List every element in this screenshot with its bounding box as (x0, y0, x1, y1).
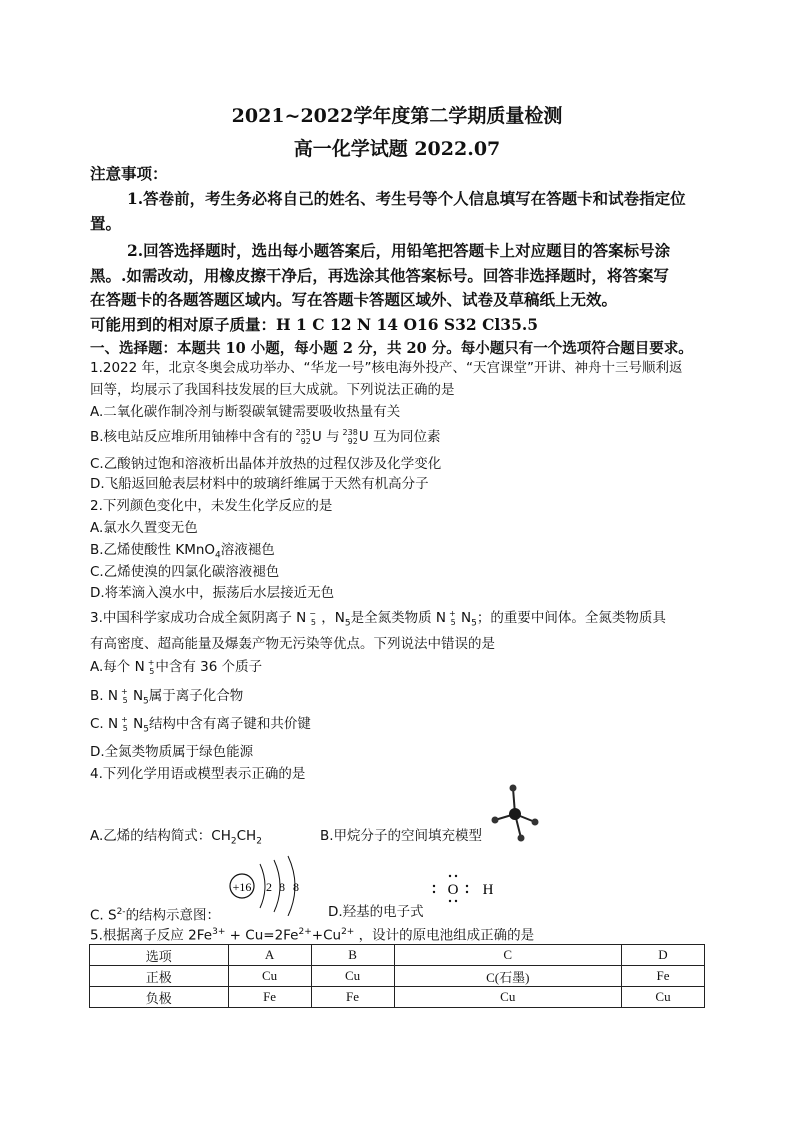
hydroxyl-electron-formula (424, 868, 504, 908)
q5-stem: 5.根据离子反应 $2Fe^{3+} + Cu=2Fe^{2+}+Cu^{2+}$ ，设计的原电池组成正确的是 (90, 927, 535, 944)
q3-option-a: A.每个 N + 5中含有 36 个质子 (90, 658, 263, 676)
table-row (90, 987, 705, 1008)
sulfide-ion-structure-diagram (222, 852, 322, 916)
q1-stem-line2: 回等，均展示了我国科技发展的巨大成就。下列说法正确的是 (90, 382, 455, 398)
table-header-cell: D (621, 945, 704, 966)
q3-stem-line2: 有高密度、超高能量及爆轰产物无污染等优点。下列说法中错误的是 (90, 636, 495, 652)
q2-option-b: B.乙烯使酸性 KMnO$_4$溶液褪色 (90, 542, 275, 561)
hydrogen-symbol: H (482, 882, 494, 898)
table-cell: Cu (621, 987, 704, 1008)
table-row (90, 966, 705, 987)
q4-option-b: B.甲烷分子的空间填充模型 (320, 828, 483, 844)
note-2-line2: 黑。.如需改动，用橡皮擦干净后，再选涂其他答案标号。回答非选择题时，将答案写 (90, 266, 669, 285)
carbon-atom (509, 808, 521, 820)
table-header-cell: A (228, 945, 311, 966)
note-1-line2: 置。 (90, 214, 122, 233)
q3-option-c: C. N + 5 $N_5$结构中含有离子键和共价键 (90, 715, 311, 735)
table-header-cell: 选项 (90, 945, 229, 966)
q4-stem: 4.下列化学用语或模型表示正确的是 (90, 766, 306, 782)
q2-stem: 2.下列颜色变化中，未发生化学反应的是 (90, 498, 333, 514)
table-cell: Fe (621, 966, 704, 987)
table-header-cell: B (311, 945, 394, 966)
note-1-line1: 1.答卷前，考生务必将自己的姓名、考生号等个人信息填写在答题卡和试卷指定位 (127, 189, 686, 208)
exam-subtitle: 高一化学试题 2022.07 (293, 138, 501, 160)
table-cell: 负极 (90, 987, 229, 1008)
table-cell: Cu (394, 987, 621, 1008)
hydrogen-atom (510, 785, 517, 792)
q4-option-d: D.羟基的电子式 (328, 904, 424, 920)
q1-option-a: A.二氧化碳作制冷剂与断裂碳氧键需要吸收热量有关 (90, 404, 401, 420)
q4-option-c: C. $S^{2-}$的结构示意图： (90, 907, 221, 924)
hydrogen-atom (492, 817, 499, 824)
section-1-heading: 一、选择题：本题共 10 小题，每小题 2 分，共 20 分。每小题只有一个选项符合题目要求。 (90, 340, 693, 357)
isotope-238: 238 92 (342, 428, 358, 446)
q1-option-b: B.核电站反应堆所用铀棒中含有的 235 92U 与 238 92U 互为同位素 (90, 428, 441, 446)
note-2-line3: 在答题卡的各题答题区域内。写在答题卡答题区域外、试卷及草稿纸上无效。 (90, 290, 618, 309)
q4-option-a: A.乙烯的结构简式：$CH_2CH_2$ (90, 828, 262, 847)
table-cell: C(石墨) (394, 966, 621, 987)
atomic-masses: 可能用到的相对原子质量：H 1 C 12 N 14 O16 S32 Cl35.5 (90, 315, 539, 334)
q1-option-d: D.飞船返回舱表层材料中的玻璃纤维属于天然有机高分子 (90, 476, 429, 492)
shell-2-count: 8 (279, 880, 285, 894)
isotope-235: 235 92 (295, 428, 311, 446)
shell-1-count: 2 (266, 880, 272, 894)
exam-title: 2021~2022学年度第二学期质量检测 (231, 105, 563, 127)
q2-option-c: C.乙烯使溴的四氯化碳溶液褪色 (90, 564, 280, 580)
table-cell: Cu (311, 966, 394, 987)
table-cell: Fe (311, 987, 394, 1008)
hydrogen-atom (532, 819, 539, 826)
notes-heading: 注意事项： (90, 164, 168, 183)
oxygen-symbol: O (447, 882, 459, 898)
q3-option-b: B. N + 5 $N_5$属于离子化合物 (90, 687, 244, 707)
table-cell: Fe (228, 987, 311, 1008)
note-2-line1: 2.回答选择题时，选出每小题答案后，用铅笔把答题卡上对应题目的答案标号涂 (127, 241, 671, 260)
table-cell: 正极 (90, 966, 229, 987)
table-cell: Cu (228, 966, 311, 987)
shell-3-count: 8 (293, 880, 299, 894)
table-header-cell: C (394, 945, 621, 966)
q2-option-a: A.氯水久置变无色 (90, 520, 198, 536)
q1-stem-line1: 1.2022 年，北京冬奥会成功举办、“华龙一号”核电海外投产、“天宫课堂”开讲、神舟十三号顺利返 (90, 360, 683, 376)
q2-option-d: D.将苯滴入溴水中，振荡后水层接近无色 (90, 585, 335, 601)
methane-model-image (489, 782, 545, 846)
table-header-row (90, 945, 705, 966)
battery-options-table (89, 944, 705, 1008)
nucleus-label: +16 (232, 880, 252, 894)
q3-stem-line1: 3.中国科学家成功合成全氮阴离子 N − 5 ，$N_5$是全氮类物质 N + 5 $N_5$；的重要中间体。全氮类物质具 (90, 609, 666, 629)
q1-option-c: C.乙酸钠过饱和溶液析出晶体并放热的过程仅涉及化学变化 (90, 456, 442, 472)
q3-option-d: D.全氮类物质属于绿色能源 (90, 744, 254, 760)
hydrogen-atom (518, 835, 525, 842)
